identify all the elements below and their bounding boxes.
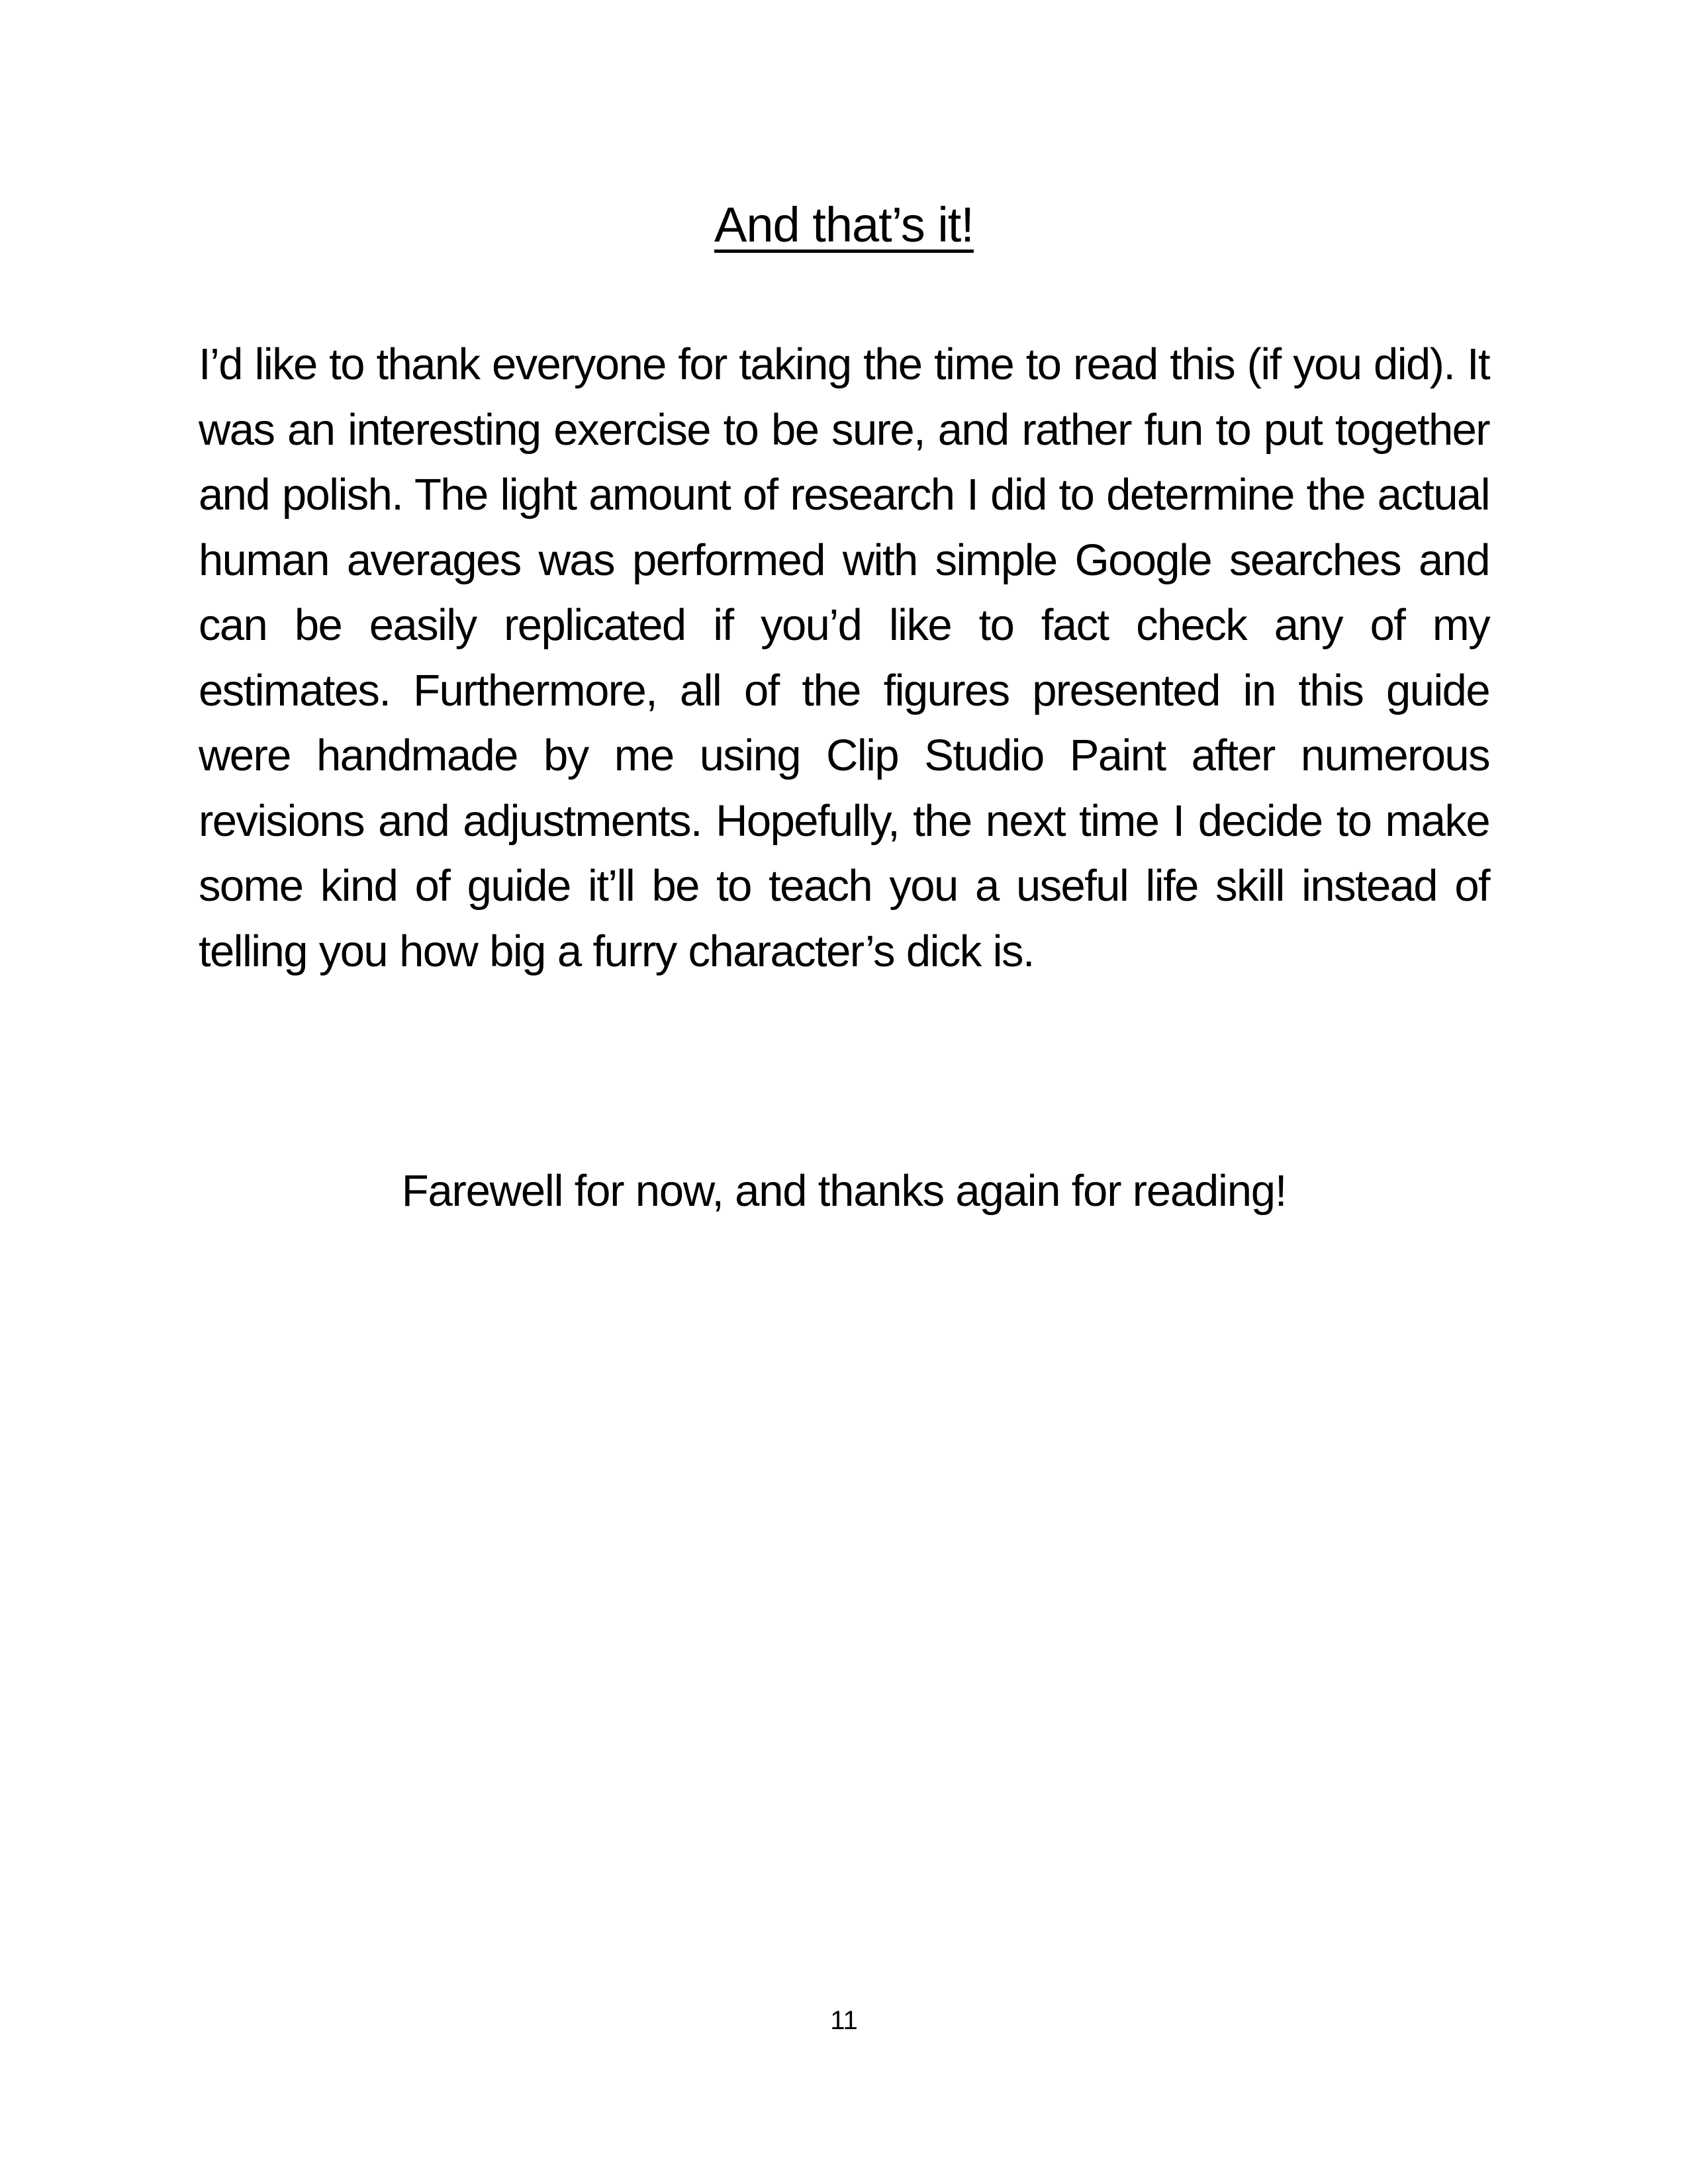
page-heading (0, 192, 1688, 258)
body-paragraph: I’d like to thank everyone for taking the time to read this (if you did). It was an interesting exercise to be sure, and rather fun to put together and polish. The light amount of research I did to determine the actual human averages was performed with simple Google searches and can be easily replicated if you’d like to fact check any of my estimates. Furthermore, all of the figures presented in this guide were handmade by me using Clip Studio Paint after numerous revisions and adjustments. Hopefully, the next time I decide to make some kind of guide it’ll be to teach you a useful life skill instead of telling you how big a furry character’s dick is. (199, 340, 1489, 976)
page-number: 11 (830, 2006, 858, 2035)
closing-line: Farewell for now, and thanks again for reading! (401, 1166, 1287, 1216)
heading-text: And that’s it! (714, 197, 974, 252)
